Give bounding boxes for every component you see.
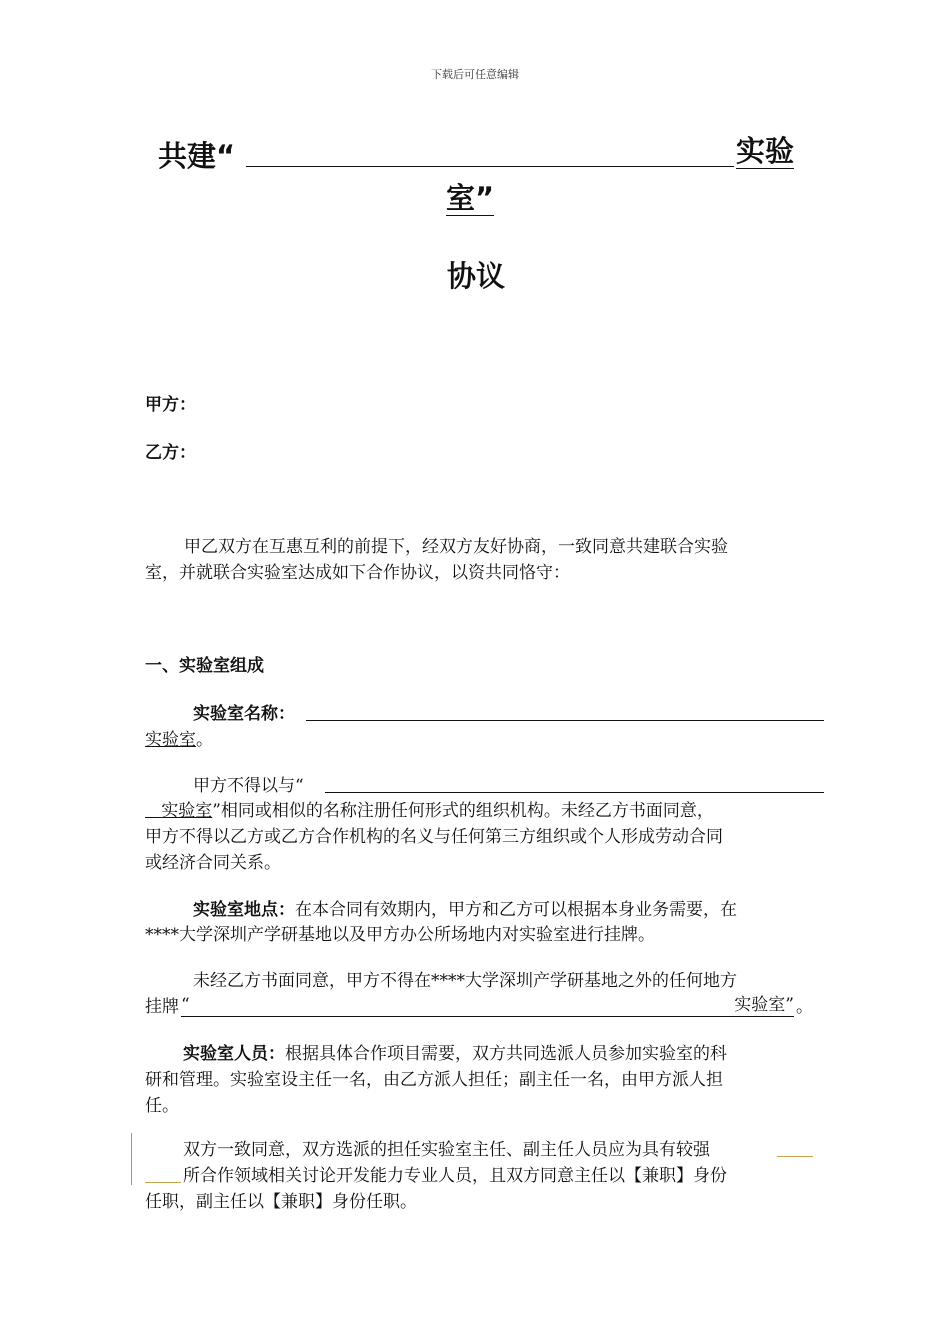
staff-line-2: 研和管理。实验室设主任一名，由乙方派人担任；副主任一名，由甲方派人担 <box>145 1070 723 1090</box>
para-6-line-1: 双方一致同意，双方选派的担任实验室主任、副主任人员应为具有较强 <box>183 1140 710 1160</box>
para-6-line-3: 任职，副主任以【兼职】身份任职。 <box>145 1192 417 1212</box>
staff-line-1 <box>183 1041 727 1067</box>
para-2-line-4: 或经济合同关系。 <box>145 853 281 873</box>
title-prefix: 共建“ <box>158 139 236 173</box>
para-2-line-2 <box>145 798 714 824</box>
lab-name-blank <box>306 704 824 721</box>
para-4-blank <box>181 994 794 1017</box>
para-6-blank-2 <box>145 1166 181 1183</box>
revision-margin-bar <box>131 1133 132 1185</box>
location-text: 在本合同有效期内，甲方和乙方可以根据本身业务需要，在 <box>295 900 737 920</box>
para-6-blank-1 <box>777 1140 813 1157</box>
section-1-heading: 一、实验室组成 <box>145 656 264 676</box>
title-line-2: 室” <box>446 181 495 215</box>
para-2-line-3: 甲方不得以乙方或乙方合作机构的名义与任何第三方组织或个人形成劳动合同 <box>145 827 723 847</box>
title-suffix: 实验 <box>736 134 795 168</box>
party-a-label: 甲方： <box>145 395 196 415</box>
para-2-start: 甲方不得以与“ <box>193 776 304 796</box>
staff-label: 实验室人员： <box>183 1044 285 1064</box>
para-4-open-quote: “ <box>181 995 190 1015</box>
para-2-line-2-text: ”相同或相似的名称注册任何形式的组织机构。未经乙方书面同意， <box>212 801 714 821</box>
para-4-start: 挂牌 <box>145 997 179 1017</box>
para-2-lab-name: 实验室 <box>161 801 213 821</box>
location-line-2: ****大学深圳产学研基地以及甲方办公所场地内对实验室进行挂牌。 <box>145 925 655 945</box>
location-line-1 <box>193 897 737 923</box>
para-2-blank <box>325 776 824 793</box>
para-4-line-1: 未经乙方书面同意，甲方不得在****大学深圳产学研基地之外的任何地方 <box>193 971 737 991</box>
staff-line-3: 任。 <box>145 1096 179 1116</box>
lab-name-label: 实验室名称： <box>193 704 295 724</box>
para-4-lab: 实验室” <box>734 995 794 1015</box>
lab-name-line-2 <box>145 727 213 753</box>
para-4-end: 。 <box>796 997 813 1017</box>
lab-name-suffix: 实验室 <box>145 730 196 750</box>
party-b-label: 乙方： <box>145 443 196 463</box>
intro-line-1: 甲乙双方在互惠互利的前提下，经双方友好协商，一致同意共建联合实验 <box>184 537 728 557</box>
title-blank-line <box>246 166 734 167</box>
page-header-note: 下载后可任意编辑 <box>431 68 519 81</box>
staff-text: 根据具体合作项目需要，双方共同选派人员参加实验室的科 <box>285 1044 727 1064</box>
para-6-line-2: 所合作领域相关讨论开发能力专业人员，且双方同意主任以【兼职】身份 <box>183 1166 727 1186</box>
lab-name-end: 。 <box>196 730 213 750</box>
title-agreement: 协议 <box>447 259 506 293</box>
location-label: 实验室地点： <box>193 900 295 920</box>
intro-line-2: 室，并就联合实验室达成如下合作协议，以资共同恪守： <box>145 563 570 583</box>
